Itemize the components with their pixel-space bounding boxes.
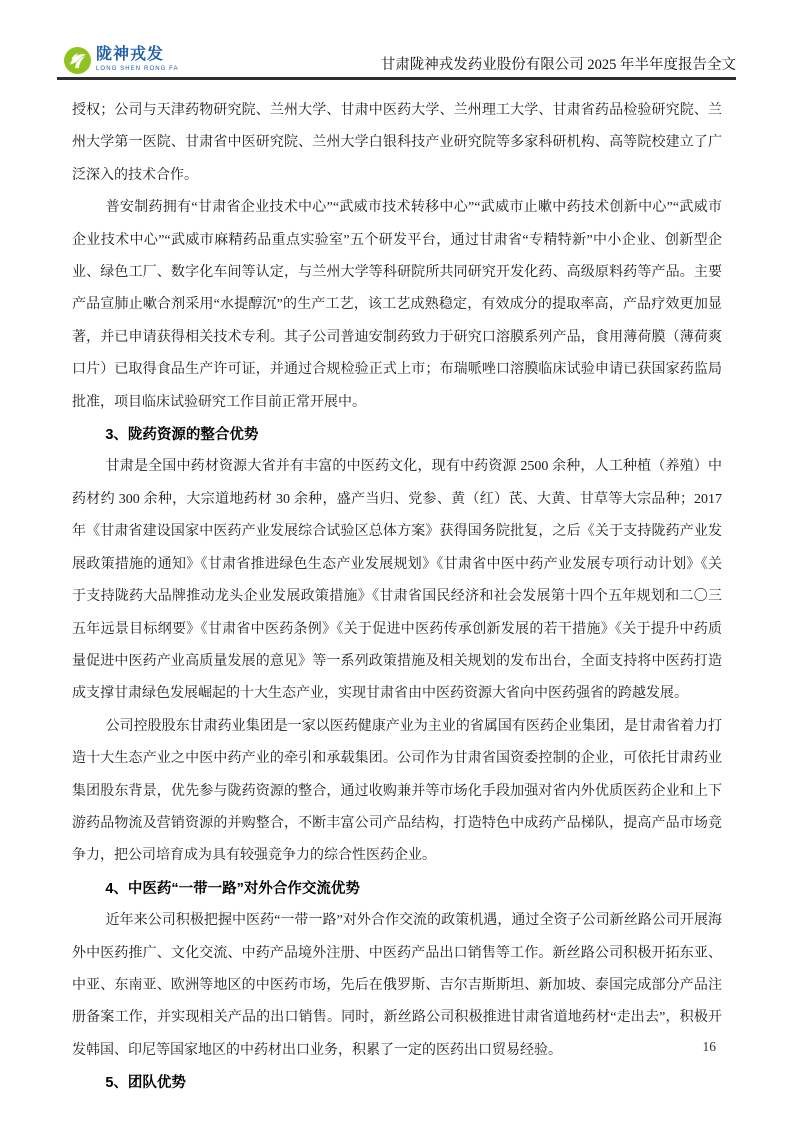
paragraph-controlling-shareholder: 公司控股股东甘肃药业集团是一家以医药健康产业为主业的省属国有医药企业集团，是甘肃省着力打造十大生态产业之中医中药产业的牵引和承载集团。公司作为甘肃省国资委控制的企业，可依托甘肃药业集团股东背景，优先参与陇药资源的整合，通过收购兼并等市场化手段加强对省内外优质医药企业和上下游药品物流及营销资源的并购整合，不断丰富公司产品结构，打造特色中成药产品梯队，提高产品市场竞争力，把公司培育成为具有较强竞争力的综合性医药企业。 [72, 718, 722, 864]
paragraph-continuation: 授权；公司与天津药物研究院、兰州大学、甘肃中医药大学、兰州理工大学、甘肃省药品检验研究院、兰州大学第一医院、甘肃省中医研究院、兰州大学白银科技产业研究院等多家科研机构、高等院校建立了广泛深入的技术合作。 [72, 103, 722, 183]
report-header-title: 甘肃陇神戎发药业股份有限公司 2025 年半年度报告全文 [380, 57, 736, 73]
section-heading-4: 4、中医药“一带一路”对外合作交流优势 [105, 880, 360, 897]
logo-leaf-icon [64, 47, 91, 74]
company-logo [64, 47, 179, 74]
paragraph-gansu-tcm-resources: 甘肃是全国中药材资源大省并有丰富的中医药文化，现有中药资源 2500 余种，人工种植（养殖）中药材约 300 余种，大宗道地药材 30 余种，盛产当归、党参、黄（红）芪、大黄、甘草等大宗品种；2017 年《甘肃省建设国家中医药产业发展综合试验区总体方案》获得国务院批复，之后《关于支持陇药产业发展政策措施的通知》《甘肃省推进绿色生态产业发展规划》《甘肃省中医中药产业发展专项行动计划》《关于支持陇药大品牌推动龙头企业发展政策措施》《甘肃省国民经济和社会发展第十四个五年规划和二〇三五年远景目标纲要》《甘肃省中医药条例》《关于促进中医药传承创新发展的若干措施》《关于提升中药质量促进中医药产业高质量发展的意见》等一系列政策措施及相关规划的发布出台，全面支持将中医药打造成支撑甘肃绿色发展崛起的十大生态产业，实现甘肃省由中医药资源大省向中医药强省的跨越发展。 [72, 459, 722, 702]
header-divider [57, 77, 736, 80]
paragraph-belt-and-road: 近年来公司积极把握中医药“一带一路”对外合作交流的政策机遇，通过全资子公司新丝路公司开展海外中医药推广、文化交流、中药产品境外注册、中医药产品出口销售等工作。新丝路公司积极开拓东亚、中亚、东南亚、欧洲等地区的中医药市场，先后在俄罗斯、吉尔吉斯斯坦、新加坡、泰国完成部分产品注册备案工作，并实现相关产品的出口销售。同时，新丝路公司积极推进甘肃省道地药材“走出去”，积极开发韩国、印尼等国家地区的中药材出口业务，积累了一定的医药出口贸易经验。 [72, 913, 722, 1058]
logo-wordmark [96, 47, 179, 72]
logo-brand-cn: 陇神戎发 [96, 46, 165, 63]
section-heading-3: 3、陇药资源的整合优势 [105, 427, 259, 444]
page-number: 16 [702, 1039, 716, 1054]
section-heading-5: 5、团队优势 [105, 1075, 186, 1092]
document-body [72, 95, 722, 1100]
paragraph-puan-rnd-platforms: 普安制药拥有“甘肃省企业技术中心”“武威市技术转移中心”“武威市止嗽中药技术创新中心”“武威市企业技术中心”“武威市麻精药品重点实验室”五个研发平台，通过甘肃省“专精特新”中小企业、创新型企业、绿色工厂、数字化车间等认定，与兰州大学等科研院所共同研究开发化药、高级原料药等产品。主要产品宣肺止嗽合剂采用“水提醇沉”的生产工艺，该工艺成熟稳定，有效成分的提取率高，产品疗效更加显著，并已申请获得相关技术专利。其子公司普迪安制药致力于研究口溶膜系列产品，食用薄荷膜（薄荷爽口片）已取得食品生产许可证，并通过合规检验正式上市；布瑞哌唑口溶膜临床试验申请已获国家药监局批准，项目临床试验研究工作目前正常开展中。 [72, 200, 722, 410]
logo-brand-en: LONG SHEN RONG FA [96, 66, 179, 72]
